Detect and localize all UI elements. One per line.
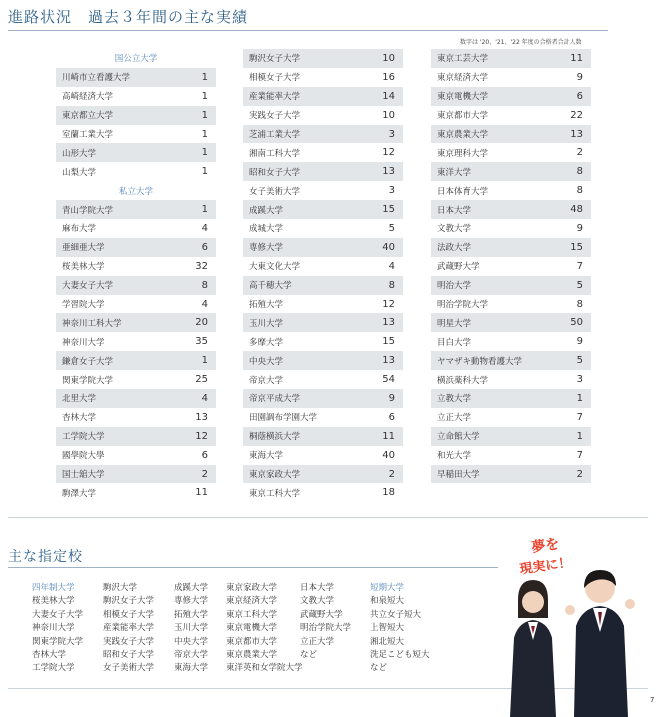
result-row [243,313,403,332]
result-row [431,313,591,332]
acceptance-count: 6 [388,411,395,423]
acceptance-count: 11 [382,430,395,442]
result-row [243,219,403,238]
university-name: 湘南工科大学 [249,148,301,159]
designated-column-5 [300,582,351,662]
designated-school: 関東学院大学 [32,636,84,647]
university-name: 青山学院大学 [62,205,114,216]
result-row [56,276,216,295]
university-name: 玉川大学 [249,318,284,329]
university-name: 立命館大学 [437,432,480,443]
university-name: 山形大学 [62,148,97,159]
designated-school: 神奈川大学 [32,623,75,634]
designated-school: など [370,663,388,674]
university-name: 高崎経済大学 [62,92,114,103]
university-name: 相模女子大学 [249,73,301,84]
acceptance-count: 2 [576,468,583,480]
acceptance-count: 5 [576,279,583,291]
acceptance-count: 12 [382,147,395,159]
university-name: 女子美術大学 [249,186,301,197]
acceptance-count: 16 [382,71,395,83]
designated-school: 玉川大学 [174,623,209,634]
acceptance-count: 13 [195,411,208,423]
designated-school: 杏林大学 [32,650,67,661]
university-name: 東京家政大学 [249,470,301,481]
acceptance-count: 3 [576,374,583,386]
acceptance-count: 6 [201,241,208,253]
designated-school: 東京家政大学 [226,583,278,593]
university-name: 工学院大学 [62,432,105,443]
university-name: 専修大学 [249,243,284,254]
designated-school: 東京経済大学 [226,596,278,607]
university-name: 神奈川大学 [62,337,105,348]
results-column-2 [243,49,403,502]
acceptance-count: 11 [570,52,583,64]
designated-title: 主な指定校 [8,549,83,565]
acceptance-count: 25 [195,374,208,386]
acceptance-count: 12 [195,430,208,442]
university-name: 大東文化大学 [249,262,301,273]
acceptance-count: 54 [382,374,395,386]
designated-school: 共立女子短大 [370,609,422,620]
result-row [243,238,403,257]
university-name: 麻布大学 [62,224,97,235]
university-name: 駒沢女子大学 [249,54,301,65]
acceptance-count: 15 [382,336,395,348]
university-name: 東京理科大学 [437,148,489,159]
acceptance-count: 7 [576,449,583,461]
acceptance-count: 35 [195,336,208,348]
university-name: 中央大学 [249,356,284,367]
designated-school: 湘北短大 [370,636,405,647]
result-row [56,332,216,351]
university-name: 成蹊大学 [249,205,284,216]
university-name: 立教大学 [437,394,472,405]
result-row [56,200,216,219]
acceptance-count: 5 [576,355,583,367]
acceptance-count: 20 [195,317,208,329]
acceptance-count: 1 [576,392,583,404]
acceptance-count: 40 [382,449,395,461]
acceptance-count: 10 [382,109,395,121]
result-row [56,162,216,181]
result-row [243,276,403,295]
acceptance-count: 1 [201,204,208,216]
university-name: 拓殖大学 [249,300,284,311]
university-name: 東洋大学 [437,167,472,178]
result-row [56,465,216,484]
result-row [431,408,591,427]
university-name: 国士舘大学 [62,470,105,481]
university-name: 早稲田大学 [437,470,480,481]
university-name: 北里大学 [62,394,97,405]
university-name: 日本大学 [437,205,472,216]
result-row [431,162,591,181]
result-row [56,257,216,276]
designated-column-2 [103,582,154,676]
university-name: 武蔵野大学 [437,262,480,273]
result-row [243,408,403,427]
university-name: 桜美林大学 [62,262,105,273]
designated-school: 専修大学 [174,596,209,607]
result-row [431,427,591,446]
university-name: 帝京大学 [249,375,284,386]
university-name: 山梨大学 [62,167,97,178]
university-name: 実践女子大学 [249,111,301,122]
designated-divider [8,567,498,568]
result-row [56,238,216,257]
acceptance-count: 13 [382,166,395,178]
result-row [431,125,591,144]
result-row [431,465,591,484]
page-title: 進路状況 過去３年間の主な実績 [8,8,249,26]
bubble-line-2: 現実に！ [518,555,573,578]
acceptance-count: 3 [388,185,395,197]
result-row [243,125,403,144]
title-divider [8,30,608,31]
designated-column-3 [174,582,208,676]
designated-school: 日本大学 [300,583,335,593]
university-name: 帝京平成大学 [249,394,301,405]
acceptance-count: 9 [576,71,583,83]
university-name: 桐蔭横浜大学 [249,432,301,443]
designated-school: 工学院大学 [32,663,75,674]
designated-school: 明治学院大学 [300,623,352,634]
result-row [56,143,216,162]
result-row [56,483,216,502]
acceptance-count: 12 [382,298,395,310]
category-header: 私立大学 [118,186,153,197]
designated-school: など [300,650,318,661]
designated-column-1 [32,582,83,676]
university-name: 高千穂大学 [249,281,292,292]
result-row [243,200,403,219]
acceptance-count: 1 [201,90,208,102]
designated-school: 東海大学 [174,663,209,674]
result-row [431,181,591,200]
acceptance-count: 9 [576,336,583,348]
designated-school: 成蹊大学 [174,583,209,593]
acceptance-count: 13 [570,128,583,140]
results-column-1 [56,49,216,502]
acceptance-count: 1 [201,128,208,140]
result-row [56,389,216,408]
result-row [56,219,216,238]
result-row [431,351,591,370]
university-name: 芝浦工業大学 [249,130,301,140]
section-divider [8,517,648,518]
university-name: 産業能率大学 [249,92,301,103]
result-row [56,446,216,465]
designated-category-header: 短期大学 [370,583,405,593]
acceptance-count: 13 [382,355,395,367]
designated-school: 洗足こども短大 [370,650,430,661]
result-row [56,295,216,314]
university-name: 横浜薬科大学 [437,375,489,386]
result-row [243,295,403,314]
acceptance-count: 10 [382,52,395,64]
acceptance-count: 13 [382,317,395,329]
acceptance-count: 2 [201,468,208,480]
university-name: 立正大学 [437,413,472,424]
designated-school: 拓殖大学 [174,609,209,620]
university-name: 多摩大学 [249,337,284,348]
acceptance-count: 1 [201,109,208,121]
university-name: 東京電機大学 [437,92,489,103]
university-name: 関東学院大学 [62,375,114,386]
acceptance-count: 14 [382,90,395,102]
result-row [243,389,403,408]
result-row [431,370,591,389]
result-row [243,87,403,106]
acceptance-count: 7 [576,260,583,272]
result-row [431,49,591,68]
acceptance-count: 1 [201,147,208,159]
acceptance-count: 15 [570,241,583,253]
designated-column-6 [370,582,430,676]
university-name: 和光大学 [437,451,472,462]
result-row [243,49,403,68]
students-illustration [488,560,648,717]
university-name: 亜細亜大学 [62,243,105,254]
result-row [56,408,216,427]
university-name: 学習院大学 [62,300,105,311]
designated-category-header: 四年制大学 [32,583,75,593]
designated-school: 帝京大学 [174,650,209,661]
acceptance-count: 8 [201,279,208,291]
result-row [56,125,216,144]
university-name: ヤマザキ動物看護大学 [437,356,523,367]
acceptance-count: 15 [382,204,395,216]
result-row [431,87,591,106]
result-row [56,87,216,106]
result-row [56,351,216,370]
university-name: 目白大学 [437,337,472,348]
designated-school: 東京工科大学 [226,609,278,620]
page-number: 7 [650,696,655,704]
university-name: 法政大学 [437,243,472,254]
result-row [243,483,403,502]
result-row [243,370,403,389]
university-name: 東京工芸大学 [437,54,489,65]
acceptance-count: 9 [576,222,583,234]
university-name: 室蘭工業大学 [62,130,114,140]
university-name: 東京農業大学 [437,130,489,140]
acceptance-count: 1 [201,355,208,367]
university-name: 大妻女子大学 [62,281,114,292]
result-row [431,219,591,238]
university-name: 東京都立大学 [62,111,114,122]
university-name: 明治大学 [437,281,472,292]
result-row [431,106,591,125]
acceptance-count: 2 [388,468,395,480]
result-row [243,465,403,484]
result-row [431,389,591,408]
result-row [243,106,403,125]
result-row [243,181,403,200]
result-row [56,427,216,446]
table-note: 数字は '20、'21、'22 年度の合格者合計人数 [460,39,582,46]
university-name: 東京工科大学 [249,488,301,499]
acceptance-count: 1 [576,430,583,442]
acceptance-count: 2 [576,147,583,159]
category-header: 国公立大学 [114,54,158,65]
acceptance-count: 11 [195,487,208,499]
acceptance-count: 48 [570,204,583,216]
university-name: 杏林大学 [62,413,97,424]
designated-school: 桜美林大学 [32,596,75,607]
designated-school: 相模女子大学 [103,609,155,620]
result-row [431,446,591,465]
designated-school: 女子美術大学 [103,663,155,674]
acceptance-count: 18 [382,487,395,499]
acceptance-count: 8 [576,298,583,310]
result-row [243,332,403,351]
acceptance-count: 6 [201,449,208,461]
acceptance-count: 1 [201,71,208,83]
result-row [56,68,216,87]
acceptance-count: 4 [201,298,208,310]
acceptance-count: 1 [201,166,208,178]
result-row [56,370,216,389]
university-name: 東海大学 [249,451,284,462]
result-row [243,351,403,370]
result-row [243,68,403,87]
designated-school: 大妻女子大学 [32,609,84,620]
result-row [243,257,403,276]
university-name: 成城大学 [249,224,284,235]
acceptance-count: 8 [388,279,395,291]
designated-school: 和泉短大 [370,596,405,607]
university-name: 東京都市大学 [437,111,489,122]
result-row [56,106,216,125]
designated-school: 中央大学 [174,636,209,647]
acceptance-count: 40 [382,241,395,253]
result-row [431,200,591,219]
acceptance-count: 50 [570,317,583,329]
designated-school: 文教大学 [300,596,335,607]
acceptance-count: 22 [570,109,583,121]
designated-school: 実践女子大学 [103,636,155,647]
designated-school: 武蔵野大学 [300,609,343,620]
result-row [431,295,591,314]
designated-school: 上智短大 [370,623,405,634]
designated-school: 駒沢女子大学 [103,596,155,607]
results-column-3 [431,49,591,483]
designated-school: 立正大学 [300,636,335,647]
acceptance-count: 8 [576,166,583,178]
bubble-line-1: 夢を [530,536,561,556]
result-row [431,257,591,276]
university-name: 鎌倉女子大学 [62,356,114,367]
university-name: 日本体育大学 [437,186,489,197]
university-name: 川崎市立看護大学 [62,73,131,84]
designated-school: 東京都市大学 [226,636,278,647]
acceptance-count: 8 [576,185,583,197]
result-row [243,446,403,465]
designated-column-4 [226,582,303,676]
designated-school: 昭和女子大学 [103,650,155,661]
acceptance-count: 7 [576,411,583,423]
result-row [431,143,591,162]
designated-school: 駒沢大学 [103,583,138,593]
acceptance-count: 32 [195,260,208,272]
university-name: 明星大学 [437,318,472,329]
university-name: 神奈川工科大学 [62,318,122,329]
university-name: 田園調布学園大学 [249,413,318,424]
result-row [56,313,216,332]
result-row [243,143,403,162]
result-row [431,276,591,295]
result-row [431,68,591,87]
designated-school: 産業能率大学 [103,623,155,634]
acceptance-count: 9 [388,392,395,404]
acceptance-count: 4 [201,392,208,404]
acceptance-count: 5 [388,222,395,234]
university-name: 駒澤大学 [62,488,97,499]
university-name: 國學院大學 [62,451,105,462]
acceptance-count: 4 [201,222,208,234]
university-name: 文教大学 [437,224,472,235]
university-name: 東京経済大学 [437,73,489,84]
result-row [431,332,591,351]
designated-school: 東洋英和女学院大学 [226,663,303,674]
result-row [243,162,403,181]
university-name: 昭和女子大学 [249,167,301,178]
acceptance-count: 4 [388,260,395,272]
result-row [431,238,591,257]
designated-school: 東京農業大学 [226,650,278,661]
university-name: 明治学院大学 [437,300,489,311]
result-row [243,427,403,446]
acceptance-count: 6 [576,90,583,102]
acceptance-count: 3 [388,128,395,140]
designated-school: 東京電機大学 [226,623,278,634]
